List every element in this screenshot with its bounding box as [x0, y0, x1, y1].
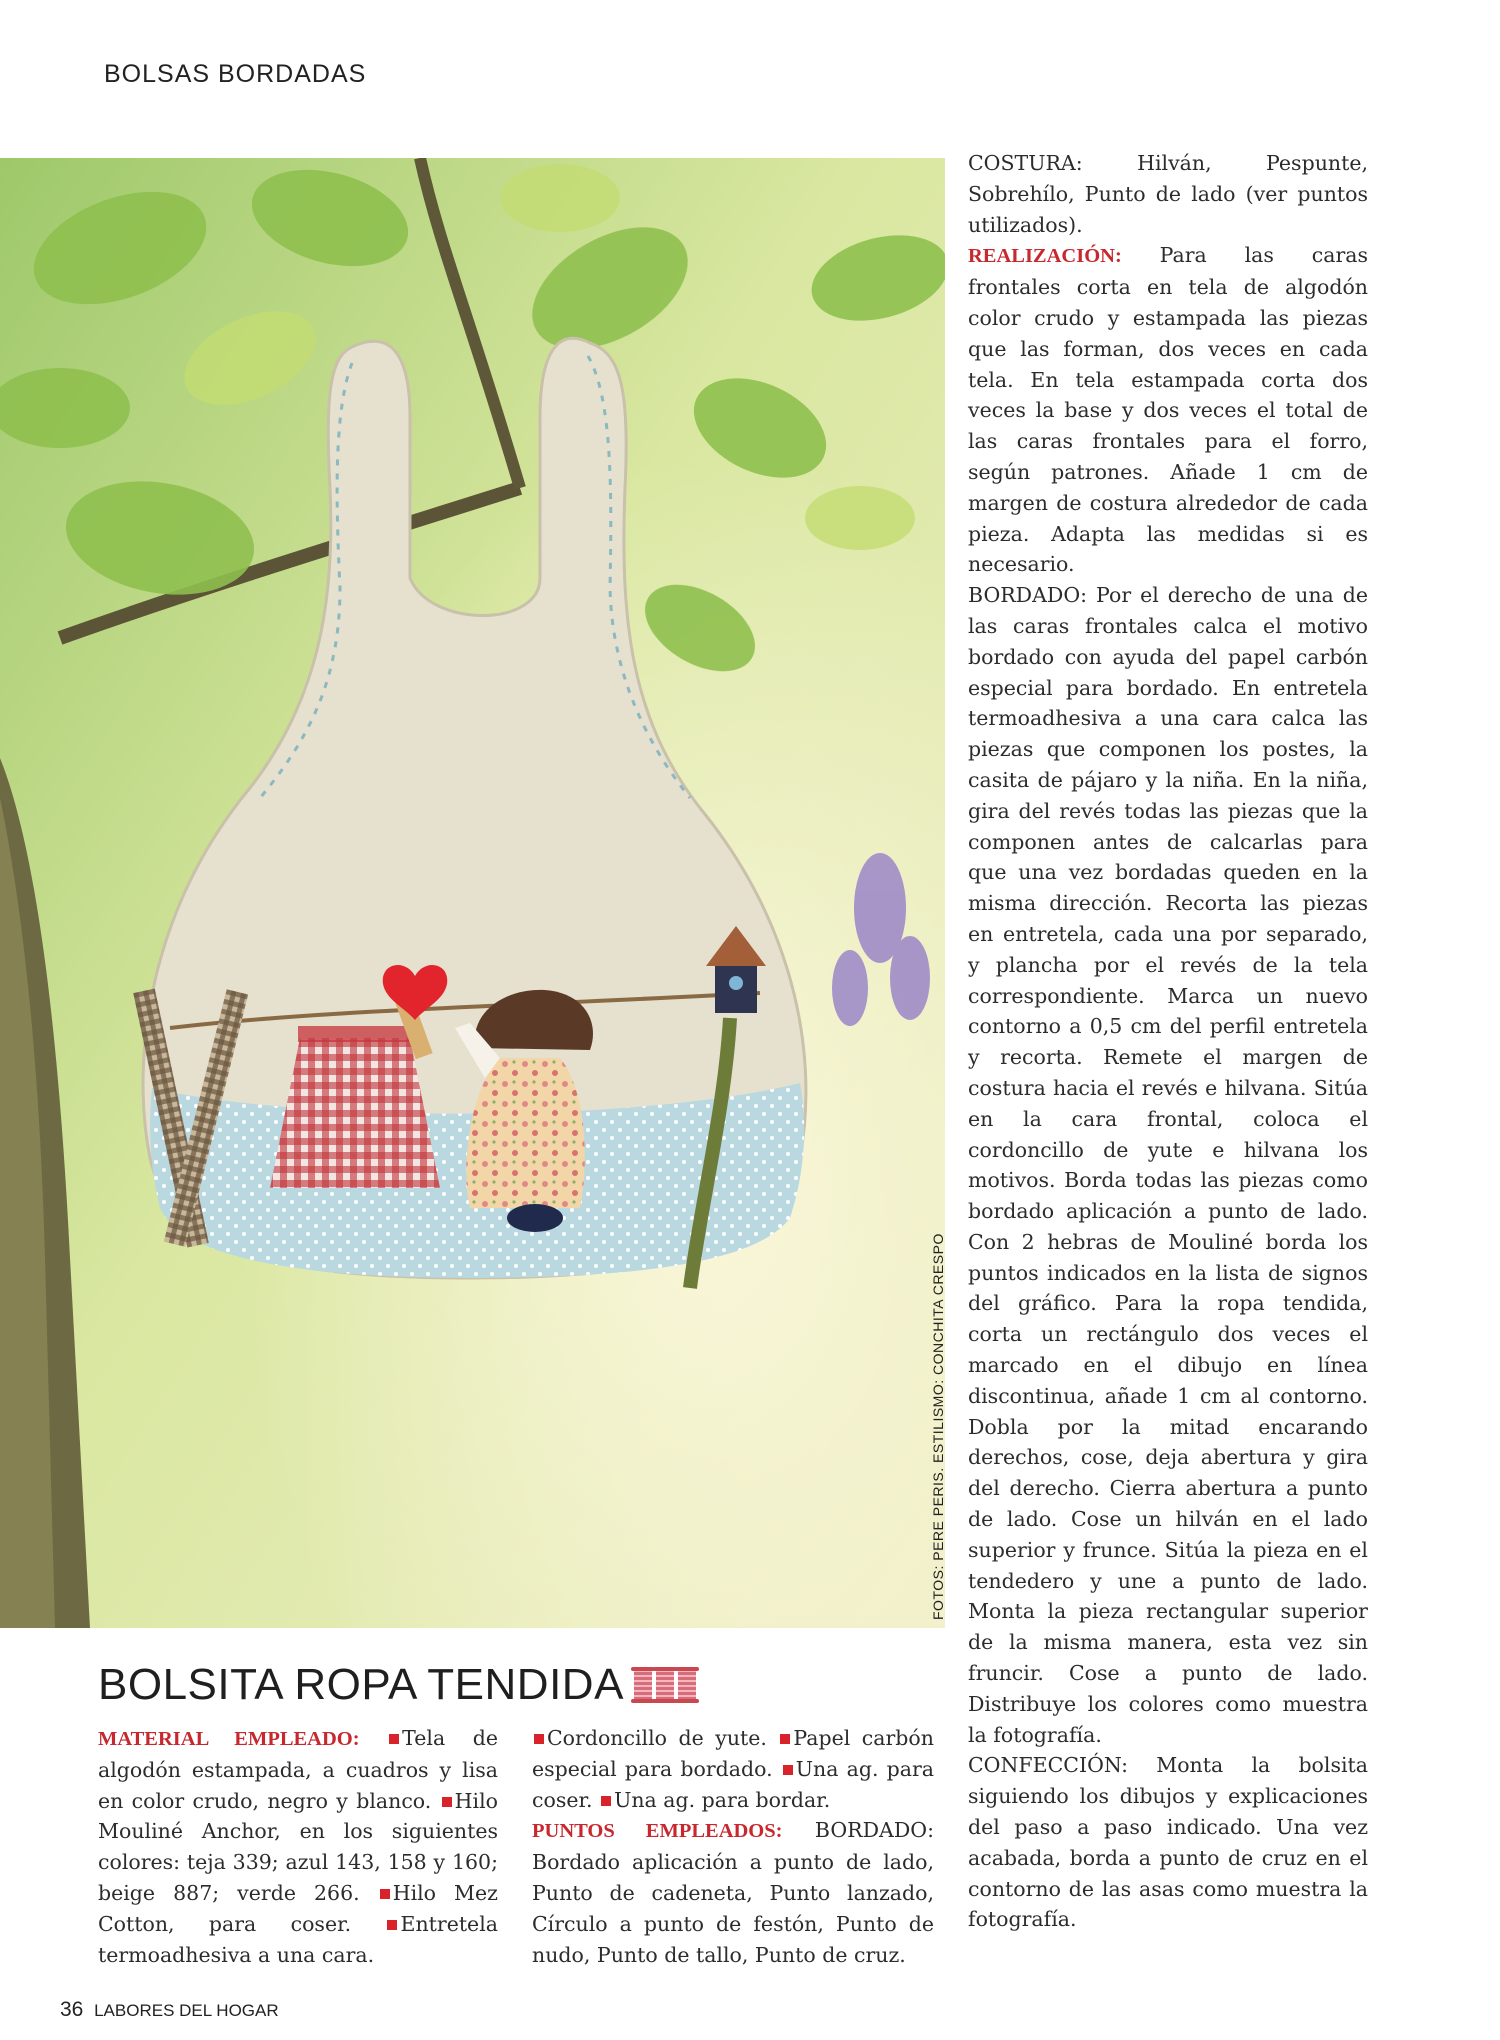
bullet-icon [442, 1797, 452, 1807]
stitch-note: (ver puntos utilizados). [968, 181, 1368, 237]
magazine-name: LABORES DEL HOGAR [94, 2001, 279, 2020]
text-column-3 [968, 148, 1368, 1935]
article-title-text: BOLSITA ROPA TENDIDA [98, 1660, 624, 1709]
costura-label: COSTURA: [968, 151, 1083, 175]
article-title [98, 1660, 696, 1710]
bullet-icon [783, 1765, 793, 1775]
bag-photo [0, 158, 945, 1628]
puntos-label: PUNTOS EMPLEADOS: [532, 1820, 783, 1843]
difficulty-spools-icon [634, 1670, 696, 1700]
photo-credit: FOTOS: PERE PERIS. ESTILISMO: CONCHITA CRESPO [930, 1233, 946, 1620]
material-label: MATERIAL EMPLEADO: [98, 1728, 360, 1750]
bordado-label: BORDADO: [814, 1818, 934, 1843]
bullet-icon [780, 1734, 790, 1744]
material-item: Entretela termoadhesiva a una cara. [98, 1911, 498, 1967]
material-item: Tela de algodón estampada, a cuadros y lisa en color crudo, negro y blanco. [98, 1726, 498, 1813]
material-item: Una ag. para coser. [532, 1756, 934, 1812]
realizacion-label: REALIZACIÓN: [968, 245, 1122, 268]
text-column-2 [532, 1723, 934, 1970]
bullet-icon [380, 1889, 390, 1899]
bullet-icon [534, 1734, 544, 1744]
costura-stitches: Hilván, Pespunte, Sobrehílo, Punto de lado [968, 151, 1368, 206]
page-footer [60, 1998, 279, 2022]
section-label: BOLSAS BORDADAS [104, 60, 367, 88]
text-column-1 [98, 1723, 498, 1970]
material-item: Una ag. para bordar. [614, 1787, 831, 1812]
bullet-icon [387, 1920, 397, 1930]
bullet-icon [601, 1796, 611, 1806]
bordado-stitches: Bordado aplicación a punto de lado, Punto de cadeneta, Punto lanzado, Círculo a punto de festón, Punto de nudo, Punto de tallo, Punto de cruz. [532, 1850, 934, 1967]
photo-illustration [0, 158, 945, 1628]
confeccion-text: CONFECCIÓN: Monta la bolsita siguiendo los dibujos y explicaciones del paso a paso indicado. Una vez acabada, borda a punto de cruz en el contorno de las asas como muestra la fotografía. [968, 1753, 1368, 1932]
page-number: 36 [60, 1998, 84, 2021]
material-item: Cordoncillo de yute. [547, 1726, 767, 1750]
material-item: Papel carbón especial para bordado. [532, 1726, 934, 1781]
material-item: Hilo Mouliné Anchor, en los siguientes colores: teja 339; azul 143, 158 y 160; beige 887; verde 266. [98, 1788, 498, 1905]
realizacion-text: Para las caras frontales corta en tela de algodón color crudo y estampada las piezas que las forman, dos veces en cada tela. En tela estampada corta dos veces la base y dos veces el total de las caras frontales para el forro, según patrones. Añade 1 cm de margen de costura alrededor de cada pieza. Adapta las medidas si es necesario. [968, 243, 1368, 577]
material-item: Hilo Mez Cotton, para coser. [98, 1880, 498, 1936]
bordado-text: BORDADO: Por el derecho de una de las caras frontales calca el motivo bordado con ayuda del papel carbón especial para bordado. En entretela termoadhesiva a una cara calca las piezas que componen los postes, la casita de pájaro y la niña. En la niña, gira del revés todas las piezas que la componen antes de calcarlas para que una vez bordadas queden en la misma dirección. Recorta las piezas en entretela, cada una por separado, y plancha por el revés de la tela correspondiente. Marca un nuevo contorno a 0,5 cm del perfil entretela y recorta. Remete el margen de costura hacia el revés e hilvana. Sitúa en la cara frontal, coloca el cordoncillo de yute e hilvana los motivos. Borda todas las piezas como bordado aplicación a punto de lado. Con 2 hebras de Mouliné borda los puntos indicados en la lista de signos del gráfico. Para la ropa tendida, corta un rectángulo dos veces el marcado en el dibujo en línea discontinua, añade 1 cm al contorno. Dobla por la mitad encarando derechos, cose, deja abertura y gira del derecho. Cierra abertura a punto de lado. Cose un hilván en el lado superior y frunce. Sitúa la pieza en el tendedero y une a punto de lado. Monta la pieza rectangular superior de la misma manera, esta vez sin fruncir. Cose a punto de lado. Distribuye los colores como muestra la fotografía. [968, 583, 1368, 1747]
bullet-icon [389, 1734, 399, 1744]
